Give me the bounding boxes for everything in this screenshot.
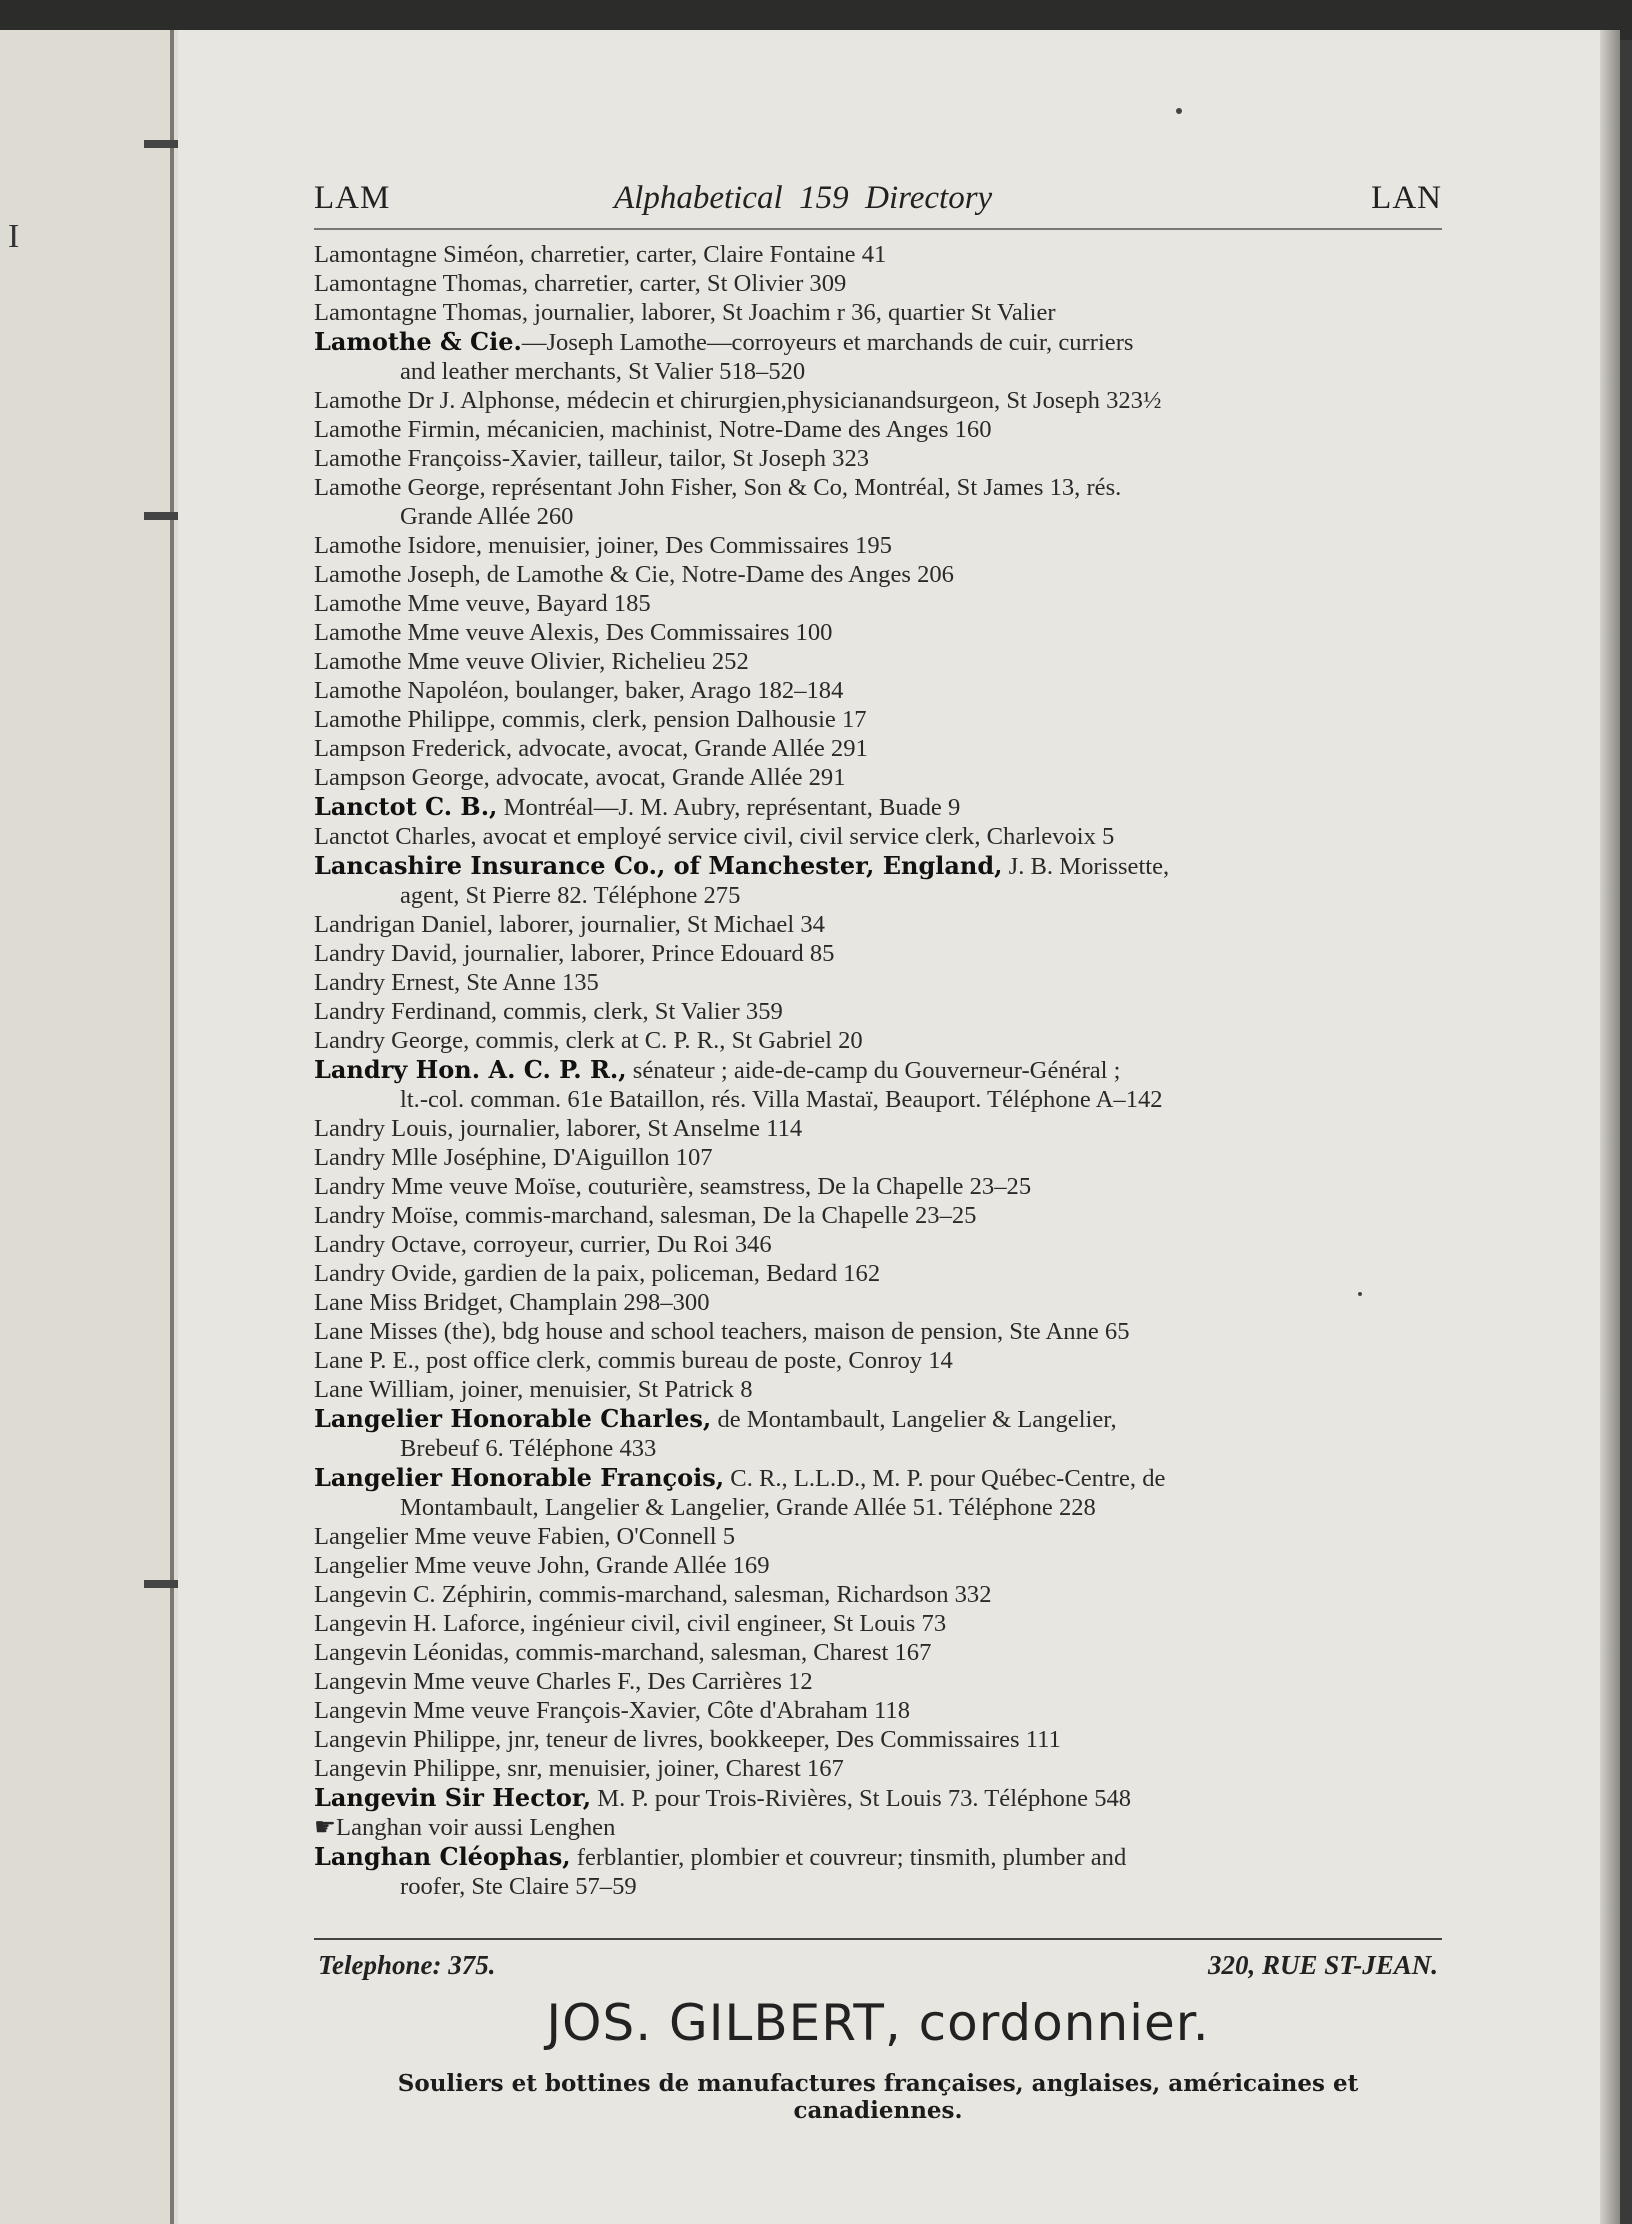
- entry-text: ☛Langhan voir aussi Lenghen: [314, 1814, 616, 1841]
- left-page-letter: I: [8, 218, 20, 255]
- entry-bold-name: Lamothe & Cie.: [314, 327, 522, 356]
- directory-entry: [314, 1230, 1442, 1259]
- entry-text: Landry Mme veuve Moïse, couturière, seamstress, De la Chapelle 23–25: [314, 1173, 1032, 1200]
- directory-entry: [314, 1725, 1442, 1754]
- entry-text: Langelier Mme veuve Fabien, O'Connell 5: [314, 1523, 736, 1550]
- entry-text: Lanctot Charles, avocat et employé service civil, civil service clerk, Charlevoix 5: [314, 823, 1115, 850]
- print-speck: [1358, 1292, 1362, 1296]
- entry-text: M. P. pour Trois-Rivières, St Louis 73. Téléphone 548: [591, 1785, 1132, 1812]
- entry-text: Landry Mlle Joséphine, D'Aiguillon 107: [314, 1144, 713, 1171]
- directory-entry: [314, 1346, 1442, 1375]
- directory-entry: [314, 269, 1442, 298]
- entry-text: Langevin Philippe, jnr, teneur de livres, bookkeeper, Des Commissaires 111: [314, 1726, 1061, 1753]
- directory-entry: [314, 1259, 1442, 1288]
- directory-entry: [314, 1404, 1442, 1463]
- entry-text: C. R., L.L.D., M. P. pour Québec-Centre, de: [724, 1465, 1166, 1492]
- entry-text: Lane P. E., post office clerk, commis bureau de poste, Conroy 14: [314, 1347, 953, 1374]
- directory-entry: [314, 997, 1442, 1026]
- entry-continuation: and leather merchants, St Valier 518–520: [400, 358, 806, 385]
- directory-entry: [314, 968, 1442, 997]
- directory-entry: [314, 822, 1442, 851]
- entry-bold-name: Landry Hon. A. C. P. R.,: [314, 1055, 627, 1084]
- entry-text: Lamothe Dr J. Alphonse, médecin et chirurgien,physicianandsurgeon, St Joseph 323½: [314, 387, 1162, 414]
- entry-text: Landry Octave, corroyeur, currier, Du Roi 346: [314, 1231, 772, 1258]
- entry-text: Lane Miss Bridget, Champlain 298–300: [314, 1289, 710, 1316]
- page-edge-shadow: [1600, 30, 1620, 2224]
- entry-text: ferblantier, plombier et couvreur; tinsmith, plumber and: [570, 1844, 1127, 1871]
- directory-entry: [314, 939, 1442, 968]
- directory-entry: [314, 1201, 1442, 1230]
- entry-text: Langevin H. Laforce, ingénieur civil, civil engineer, St Louis 73: [314, 1610, 947, 1637]
- print-speck: [1176, 108, 1182, 114]
- directory-entry: [314, 676, 1442, 705]
- directory-entry: [314, 1696, 1442, 1725]
- directory-entry: [314, 1288, 1442, 1317]
- directory-entry: [314, 1842, 1442, 1901]
- directory-entry: [314, 1114, 1442, 1143]
- directory-entry: [314, 910, 1442, 939]
- entry-text: Lamothe Mme veuve Alexis, Des Commissaires 100: [314, 619, 833, 646]
- entry-bold-name: Langhan Cléophas,: [314, 1842, 571, 1871]
- directory-entry: [314, 1375, 1442, 1404]
- directory-entry: [314, 1143, 1442, 1172]
- directory-entry: [314, 444, 1442, 473]
- entry-text: Lamothe Mme veuve, Bayard 185: [314, 590, 651, 617]
- entry-text: Montréal—J. M. Aubry, représentant, Buade 9: [497, 794, 961, 821]
- directory-entry: [314, 1317, 1442, 1346]
- entry-text: Langevin C. Zéphirin, commis-marchand, salesman, Richardson 332: [314, 1581, 992, 1608]
- entry-text: Landry Ferdinand, commis, clerk, St Valier 359: [314, 998, 783, 1025]
- directory-entry: [314, 386, 1442, 415]
- entry-text: Lamothe Joseph, de Lamothe & Cie, Notre-Dame des Anges 206: [314, 561, 954, 588]
- entry-text: Lamothe Philippe, commis, clerk, pension Dalhousie 17: [314, 706, 867, 733]
- directory-entry: [314, 705, 1442, 734]
- directory-entry: [314, 1813, 1442, 1842]
- entry-text: Lane William, joiner, menuisier, St Patrick 8: [314, 1376, 753, 1403]
- entry-text: Landry Ovide, gardien de la paix, policeman, Bedard 162: [314, 1260, 881, 1287]
- binding-line: [170, 30, 174, 2224]
- entry-continuation: Brebeuf 6. Téléphone 433: [400, 1435, 657, 1462]
- directory-entry: [314, 415, 1442, 444]
- entry-text: de Montambault, Langelier & Langelier,: [711, 1406, 1117, 1433]
- directory-entry: [314, 1026, 1442, 1055]
- directory-entry: [314, 531, 1442, 560]
- directory-entry: [314, 1522, 1442, 1551]
- entry-text: Lamothe Napoléon, boulanger, baker, Arago 182–184: [314, 677, 844, 704]
- directory-entry: [314, 298, 1442, 327]
- advert-business-name: JOS. GILBERT, cordonnier.: [546, 1994, 1210, 2052]
- entry-continuation: lt.-col. comman. 61e Bataillon, rés. Villa Mastaï, Beauport. Téléphone A–142: [400, 1086, 1163, 1113]
- entry-text: Landry Louis, journalier, laborer, St Anselme 114: [314, 1115, 803, 1142]
- entry-bold-name: Langelier Honorable François,: [314, 1463, 725, 1492]
- directory-entry: [314, 647, 1442, 676]
- directory-entry: [314, 618, 1442, 647]
- entry-text: Lamothe George, représentant John Fisher, Son & Co, Montréal, St James 13, rés.: [314, 474, 1122, 501]
- directory-entry: [314, 1551, 1442, 1580]
- advert-contact-row: [314, 1950, 1442, 1990]
- directory-entry: [314, 327, 1442, 386]
- directory-entry: [314, 1754, 1442, 1783]
- entry-text: Langevin Mme veuve Charles F., Des Carrières 12: [314, 1668, 813, 1695]
- header-left: LAM: [314, 180, 391, 216]
- header-center: Alphabetical 159 Directory: [614, 180, 993, 216]
- advert-telephone: Telephone: 375.: [318, 1950, 496, 1980]
- entry-text: Langevin Léonidas, commis-marchand, salesman, Charest 167: [314, 1639, 932, 1666]
- advert-address: 320, RUE ST-JEAN.: [1207, 1950, 1438, 1980]
- directory-entries: [314, 240, 1442, 1901]
- entry-text: Lane Misses (the), bdg house and school teachers, maison de pension, Ste Anne 65: [314, 1318, 1130, 1345]
- directory-entry: [314, 1638, 1442, 1667]
- entry-text: J. B. Morissette,: [1002, 853, 1170, 880]
- left-page-fragment: [0, 30, 178, 2224]
- entry-text: —Joseph Lamothe—corroyeurs et marchands de cuir, curriers: [521, 329, 1134, 356]
- entry-text: Lamothe Françoiss-Xavier, tailleur, tailor, St Joseph 323: [314, 445, 870, 472]
- entry-text: Landrigan Daniel, laborer, journalier, St Michael 34: [314, 911, 825, 938]
- entry-text: Landry George, commis, clerk at C. P. R., St Gabriel 20: [314, 1027, 863, 1054]
- directory-entry: [314, 1172, 1442, 1201]
- header-rule: [314, 228, 1442, 230]
- entry-text: Landry David, journalier, laborer, Prince Edouard 85: [314, 940, 835, 967]
- entry-bold-name: Langelier Honorable Charles,: [314, 1404, 712, 1433]
- header-right: LAN: [1371, 180, 1442, 216]
- directory-entry: [314, 473, 1442, 531]
- directory-entry: [314, 1580, 1442, 1609]
- entry-text: Lamothe Firmin, mécanicien, machinist, Notre-Dame des Anges 160: [314, 416, 992, 443]
- entry-bold-name: Langevin Sir Hector,: [314, 1783, 592, 1812]
- entry-continuation: roofer, Ste Claire 57–59: [400, 1873, 637, 1900]
- entry-text: Landry Ernest, Ste Anne 135: [314, 969, 599, 996]
- directory-entry: [314, 1463, 1442, 1522]
- entry-bold-name: Lancashire Insurance Co., of Manchester, England,: [314, 851, 1003, 880]
- directory-entry: [314, 1609, 1442, 1638]
- entry-continuation: agent, St Pierre 82. Téléphone 275: [400, 882, 741, 909]
- entry-text: Lampson George, advocate, avocat, Grande Allée 291: [314, 764, 846, 791]
- directory-entry: [314, 1055, 1442, 1114]
- entry-text: Lamontagne Thomas, charretier, carter, St Olivier 309: [314, 270, 847, 297]
- advert-rule: [314, 1938, 1442, 1940]
- directory-entry: [314, 792, 1442, 822]
- directory-entry: [314, 763, 1442, 792]
- directory-entry: [314, 851, 1442, 910]
- directory-entry: [314, 240, 1442, 269]
- directory-entry: [314, 1783, 1442, 1813]
- page-header: [314, 174, 1442, 226]
- entry-bold-name: Lanctot C. B.,: [314, 792, 498, 821]
- directory-entry: [314, 560, 1442, 589]
- entry-text: Lampson Frederick, advocate, avocat, Grande Allée 291: [314, 735, 868, 762]
- entry-text: Lamontagne Siméon, charretier, carter, Claire Fontaine 41: [314, 241, 887, 268]
- entry-text: Langelier Mme veuve John, Grande Allée 169: [314, 1552, 770, 1579]
- directory-entry: [314, 1667, 1442, 1696]
- entry-text: Landry Moïse, commis-marchand, salesman, De la Chapelle 23–25: [314, 1202, 977, 1229]
- entry-continuation: Grande Allée 260: [400, 503, 574, 530]
- advert-tagline: Souliers et bottines de manufactures françaises, anglaises, américaines et canadiennes.: [397, 2070, 1359, 2124]
- entry-continuation: Montambault, Langelier & Langelier, Grande Allée 51. Téléphone 228: [400, 1494, 1096, 1521]
- entry-text: Langevin Philippe, snr, menuisier, joiner, Charest 167: [314, 1755, 844, 1782]
- directory-entry: [314, 734, 1442, 763]
- entry-text: Lamontagne Thomas, journalier, laborer, St Joachim r 36, quartier St Valier: [314, 299, 1056, 326]
- entry-text: Langevin Mme veuve François-Xavier, Côte d'Abraham 118: [314, 1697, 911, 1724]
- entry-text: Lamothe Mme veuve Olivier, Richelieu 252: [314, 648, 749, 675]
- entry-text: Lamothe Isidore, menuisier, joiner, Des Commissaires 195: [314, 532, 892, 559]
- directory-entry: [314, 589, 1442, 618]
- entry-text: sénateur ; aide-de-camp du Gouverneur-Général ;: [626, 1057, 1121, 1084]
